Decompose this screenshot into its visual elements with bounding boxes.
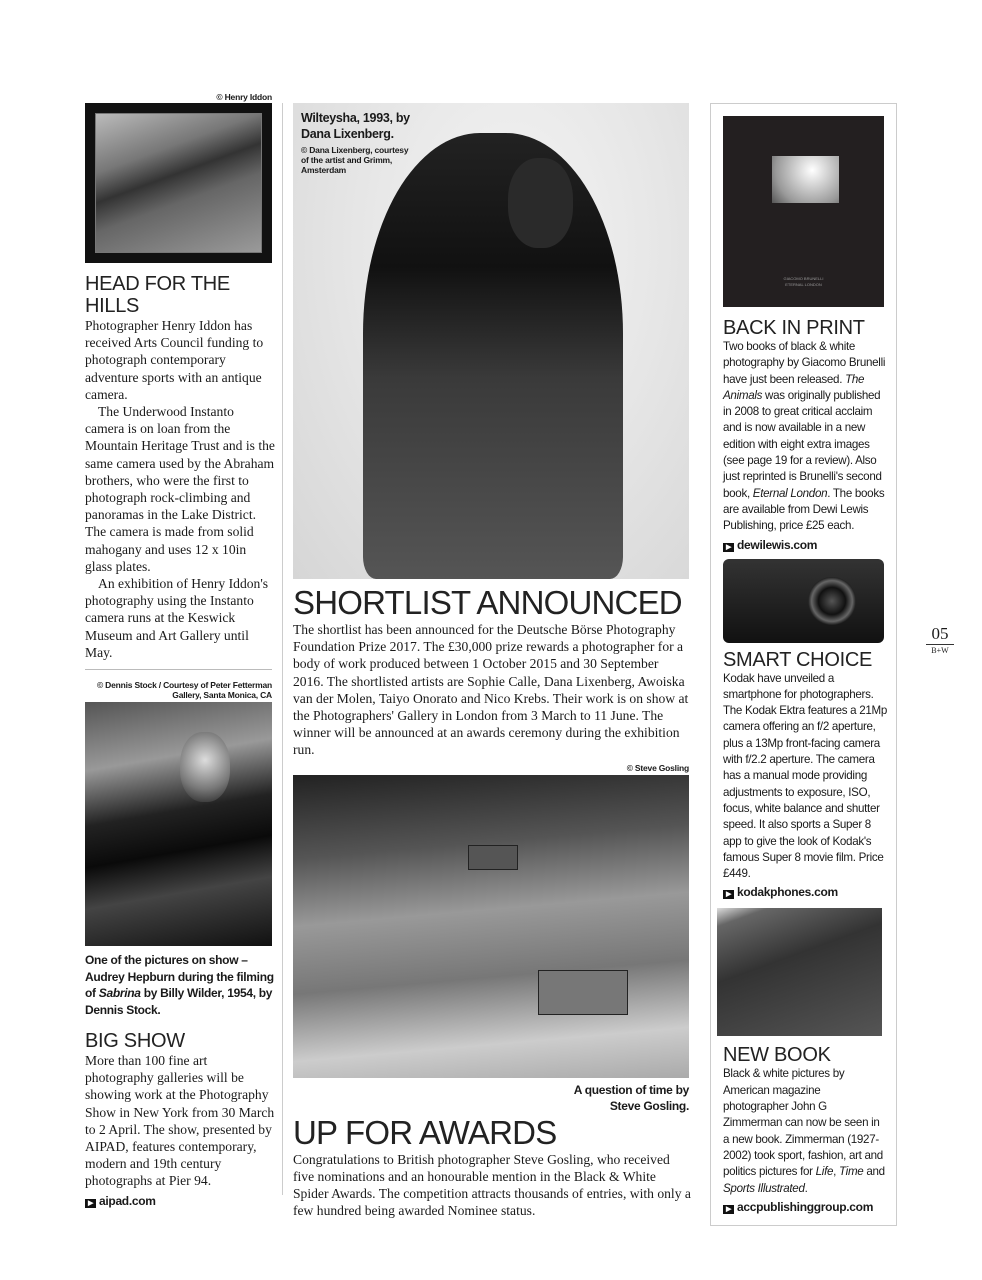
left-column xyxy=(85,92,275,1209)
stock-photo-caption: One of the pictures on show – Audrey Hepburn during the filming of Sabrina by Billy Wilder, 1954, by Dennis Stock. xyxy=(85,953,274,1017)
hills-article xyxy=(85,317,275,661)
gosling-photo xyxy=(293,775,689,1078)
arrow-icon: ▶ xyxy=(85,1199,96,1208)
lixenberg-title: Wilteysha, 1993, by Dana Lixenberg. xyxy=(301,111,410,141)
accpublishing-link[interactable]: ▶ accpublishinggroup.com xyxy=(723,1199,888,1215)
hills-paragraph: An exhibition of Henry Iddon's photography using the Instanto camera runs at the Keswick Museum and Art Gallery until May. xyxy=(85,576,269,660)
newbook-body: Black & white pictures by American magazine photographer John G Zimmerman can now be seen in a new book. Zimmerman (1927-2002) took sport, fashion, art and politics pictures for Life, Time and Sports Illustrated. xyxy=(723,1067,885,1195)
column-rule xyxy=(282,103,283,1195)
awards-body: Congratulations to British photographer Steve Gosling, who received five nominations and an honourable mention in the Black & White Spider Awards. The competition attracts thousands of entries, with only a few hundred being awarded Nominee status. xyxy=(293,1151,691,1219)
hills-paragraph: Photographer Henry Iddon has received Arts Council funding to photograph contemporary adventure sports with an antique camera. xyxy=(85,318,264,402)
shortlist-heading: SHORTLIST ANNOUNCED xyxy=(293,584,682,621)
kodak-phone-image xyxy=(723,559,884,643)
print-heading: BACK IN PRINT xyxy=(723,317,865,339)
zimmerman-book-image xyxy=(717,908,882,1036)
bigshow-heading: BIG SHOW xyxy=(85,1030,185,1053)
lixenberg-credit: © Dana Lixenberg, courtesy of the artist and Grimm, Amsterdam xyxy=(301,145,409,175)
smart-body: Kodak have unveiled a smartphone for photographers. The Kodak Ektra features a 21Mp camera offering an f/2 aperture, plus a 13Mp front-facing camera with f/2.2 aperture. The camera has a manual mode providing adjustments to exposure, ISO, focus, white balance and shutter speed. It also sports a Super 8 app to give the look of Kodak's famous Super 8 movie film. Price £449. xyxy=(723,671,888,881)
hills-photo-credit: © Henry Iddon xyxy=(216,92,272,102)
awards-heading: UP FOR AWARDS xyxy=(293,1113,557,1151)
smart-heading: SMART CHOICE xyxy=(723,648,873,671)
gosling-photo-credit: © Steve Gosling xyxy=(626,762,689,773)
arrow-icon: ▶ xyxy=(723,543,734,552)
brunelli-book-cover: GIACOMO BRUNELLI ETERNAL LONDON xyxy=(723,116,884,307)
hills-photo xyxy=(85,103,272,263)
newbook-heading: NEW BOOK xyxy=(723,1044,831,1067)
gosling-caption: A question of time by Steve Gosling. xyxy=(573,1082,689,1114)
lixenberg-photo xyxy=(293,103,689,579)
middle-column xyxy=(293,103,693,1219)
print-body: Two books of black & white photography by Giacomo Brunelli have just been released. The Animals was originally published in 2008 to great critical acclaim and is now available in a new edition with eight extra images (see page 19 for a review). Also just reprinted is Brunelli's second book, Eternal London. The books are available from Dewi Lewis Publishing, price £25 each. xyxy=(723,340,886,533)
kodak-link[interactable]: ▶ kodakphones.com xyxy=(723,884,888,900)
brand-mark: B+W xyxy=(931,646,949,655)
bigshow-body: More than 100 fine art photography galleries will be showing work at the Photography Show in New York from 30 March to 2 April. The show, presented by AIPAD, features contemporary, modern and 19th century photographs at Pier 94. xyxy=(85,1053,275,1189)
aipad-link[interactable]: ▶ aipad.com xyxy=(85,1193,275,1209)
page-number: 05 xyxy=(926,624,954,645)
stock-photo xyxy=(85,702,272,946)
arrow-icon: ▶ xyxy=(723,890,734,899)
shortlist-body: The shortlist has been announced for the Deutsche Börse Photography Foundation Prize 2017. The £30,000 prize rewards a photographer for a body of work produced between 1 October 2015 and 30 September 2016. The shortlisted artists are Sophie Calle, Dana Lixenberg, Awoiska van der Molen, Taiyo Onorato and Nico Krebs. Their work is on show at the Photographers' Gallery in London from 3 March to 11 June. The winner will be announced at an awards ceremony during the exhibition run. xyxy=(293,622,689,758)
stock-photo-credit: © Dennis Stock / Courtesy of Peter Fetterman Gallery, Santa Monica, CA xyxy=(96,680,272,701)
dewilewis-link[interactable]: ▶ dewilewis.com xyxy=(723,537,888,553)
arrow-icon: ▶ xyxy=(723,1205,734,1214)
hills-paragraph: The Underwood Instanto camera is on loan from the Mountain Heritage Trust and is the same camera used by the Abraham brothers, who were the first to photograph rock-climbing and panoramas in the Lake District. The camera is made from solid mahogany and uses 12 x 10in glass plates. xyxy=(85,404,275,574)
divider xyxy=(85,669,272,670)
sidebar-box xyxy=(710,103,897,1226)
hills-heading: HEAD FOR THE HILLS xyxy=(85,273,230,317)
